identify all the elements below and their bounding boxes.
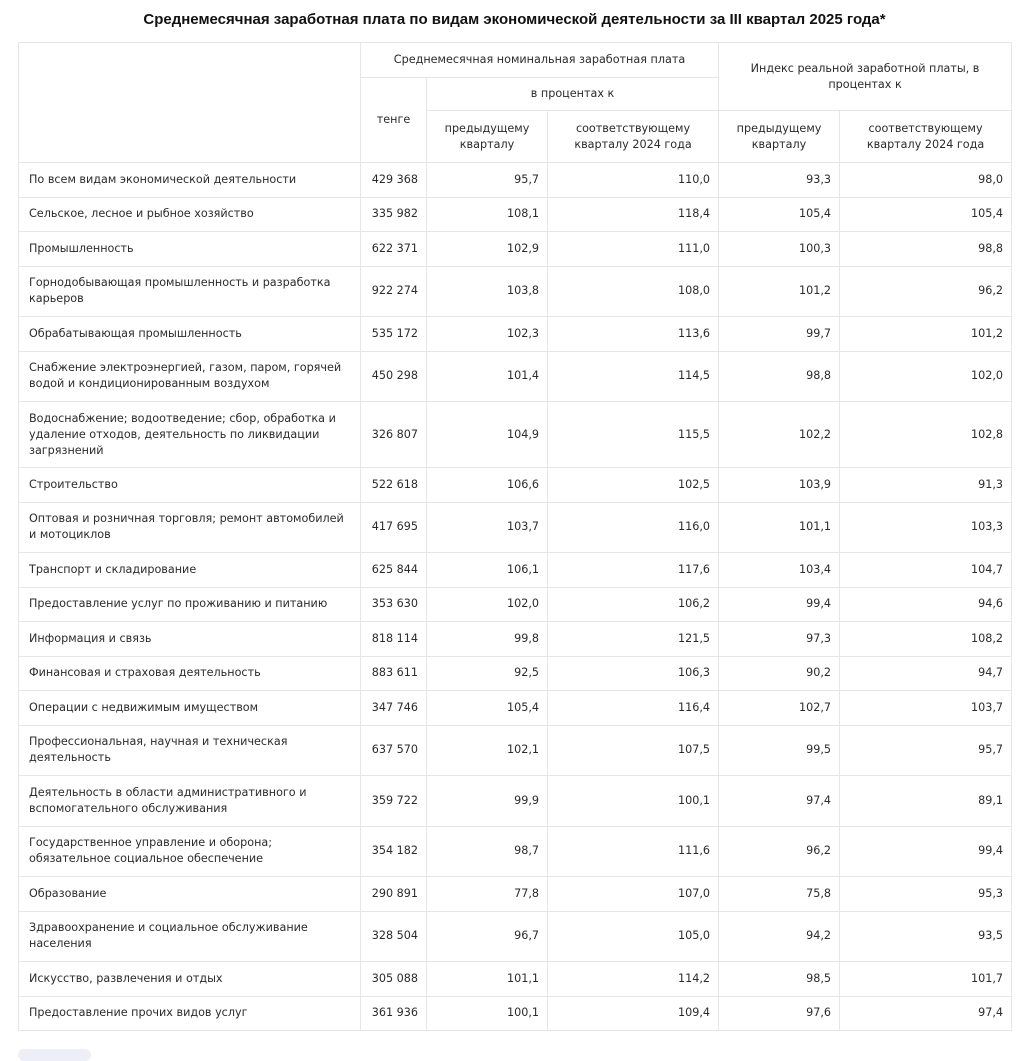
- cell-nominal-prev-quarter: 102,3: [427, 317, 548, 352]
- cell-real-same-quarter: 108,2: [840, 622, 1012, 657]
- cell-real-prev-quarter: 103,9: [719, 468, 840, 503]
- cell-real-prev-quarter: 99,5: [719, 725, 840, 776]
- cell-nominal-prev-quarter: 100,1: [427, 996, 548, 1031]
- cell-tenge: 353 630: [361, 587, 427, 622]
- cell-nominal-prev-quarter: 106,6: [427, 468, 548, 503]
- cell-nominal-same-quarter: 100,1: [548, 776, 719, 827]
- cell-real-same-quarter: 94,6: [840, 587, 1012, 622]
- table-row: [19, 402, 1012, 468]
- cell-nominal-same-quarter: 121,5: [548, 622, 719, 657]
- table-row: [19, 826, 1012, 877]
- cell-activity-name: Деятельность в области административного и вспомогательного обслуживания: [19, 776, 361, 827]
- cell-nominal-same-quarter: 116,4: [548, 691, 719, 726]
- cell-activity-name: Строительство: [19, 468, 361, 503]
- cell-real-same-quarter: 98,8: [840, 232, 1012, 267]
- table-row: [19, 776, 1012, 827]
- cell-real-prev-quarter: 96,2: [719, 826, 840, 877]
- cell-real-same-quarter: 102,8: [840, 402, 1012, 468]
- cell-activity-name: Образование: [19, 877, 361, 912]
- table-row: [19, 317, 1012, 352]
- cell-nominal-prev-quarter: 103,8: [427, 266, 548, 317]
- cell-activity-name: Операции с недвижимым имуществом: [19, 691, 361, 726]
- cell-nominal-prev-quarter: 105,4: [427, 691, 548, 726]
- cell-activity-name: Транспорт и складирование: [19, 553, 361, 588]
- cell-nominal-same-quarter: 118,4: [548, 197, 719, 232]
- cell-nominal-prev-quarter: 96,7: [427, 911, 548, 962]
- salary-table: [18, 42, 1012, 1031]
- cell-activity-name: Предоставление услуг по проживанию и питанию: [19, 587, 361, 622]
- cell-activity-name: Горнодобывающая промышленность и разработка карьеров: [19, 266, 361, 317]
- cell-tenge: 922 274: [361, 266, 427, 317]
- cell-tenge: 429 368: [361, 163, 427, 198]
- table-row: [19, 691, 1012, 726]
- header-percent-group: в процентах к: [427, 78, 719, 111]
- cell-nominal-same-quarter: 117,6: [548, 553, 719, 588]
- cell-nominal-prev-quarter: 103,7: [427, 502, 548, 553]
- cell-nominal-prev-quarter: 95,7: [427, 163, 548, 198]
- cell-tenge: 354 182: [361, 826, 427, 877]
- table-row: [19, 725, 1012, 776]
- table-row: [19, 197, 1012, 232]
- cell-real-same-quarter: 103,7: [840, 691, 1012, 726]
- cell-tenge: 361 936: [361, 996, 427, 1031]
- cell-nominal-prev-quarter: 77,8: [427, 877, 548, 912]
- cell-real-same-quarter: 99,4: [840, 826, 1012, 877]
- cell-nominal-prev-quarter: 101,1: [427, 962, 548, 997]
- cell-activity-name: Здравоохранение и социальное обслуживание населения: [19, 911, 361, 962]
- page-title: Среднемесячная заработная плата по видам экономической деятельности за III квартал 2025 года*: [143, 11, 886, 28]
- cell-tenge: 522 618: [361, 468, 427, 503]
- cell-nominal-same-quarter: 106,2: [548, 587, 719, 622]
- cell-nominal-same-quarter: 107,5: [548, 725, 719, 776]
- cell-tenge: 326 807: [361, 402, 427, 468]
- cell-tenge: 290 891: [361, 877, 427, 912]
- cell-activity-name: Государственное управление и оборона; обязательное социальное обеспечение: [19, 826, 361, 877]
- cell-tenge: 359 722: [361, 776, 427, 827]
- cell-real-same-quarter: 105,4: [840, 197, 1012, 232]
- cell-real-prev-quarter: 103,4: [719, 553, 840, 588]
- cell-real-same-quarter: 95,7: [840, 725, 1012, 776]
- cell-tenge: 637 570: [361, 725, 427, 776]
- cell-nominal-same-quarter: 110,0: [548, 163, 719, 198]
- cell-real-same-quarter: 94,7: [840, 656, 1012, 691]
- header-real-prev-quarter: предыдущему кварталу: [719, 111, 840, 163]
- header-real-same-quarter: соответствующему кварталу 2024 года: [840, 111, 1012, 163]
- cell-tenge: 883 611: [361, 656, 427, 691]
- cell-real-same-quarter: 95,3: [840, 877, 1012, 912]
- header-nominal-same-quarter: соответствующему кварталу 2024 года: [548, 111, 719, 163]
- cell-real-prev-quarter: 99,4: [719, 587, 840, 622]
- cell-real-same-quarter: 97,4: [840, 996, 1012, 1031]
- cell-tenge: 328 504: [361, 911, 427, 962]
- cell-activity-name: Сельское, лесное и рыбное хозяйство: [19, 197, 361, 232]
- cell-tenge: 347 746: [361, 691, 427, 726]
- table-row: [19, 502, 1012, 553]
- cell-real-prev-quarter: 94,2: [719, 911, 840, 962]
- cell-real-prev-quarter: 93,3: [719, 163, 840, 198]
- cell-activity-name: Искусство, развлечения и отдых: [19, 962, 361, 997]
- cell-tenge: 450 298: [361, 351, 427, 402]
- cell-nominal-prev-quarter: 98,7: [427, 826, 548, 877]
- cell-nominal-same-quarter: 102,5: [548, 468, 719, 503]
- cell-real-prev-quarter: 97,3: [719, 622, 840, 657]
- cell-nominal-same-quarter: 114,5: [548, 351, 719, 402]
- cell-real-prev-quarter: 99,7: [719, 317, 840, 352]
- cell-activity-name: Обрабатывающая промышленность: [19, 317, 361, 352]
- table-row: [19, 996, 1012, 1031]
- cell-nominal-same-quarter: 115,5: [548, 402, 719, 468]
- cell-nominal-prev-quarter: 99,9: [427, 776, 548, 827]
- table-row: [19, 163, 1012, 198]
- cell-nominal-prev-quarter: 92,5: [427, 656, 548, 691]
- more-button[interactable]: [18, 1049, 91, 1061]
- cell-nominal-prev-quarter: 102,9: [427, 232, 548, 267]
- header-nominal-prev-quarter: предыдущему кварталу: [427, 111, 548, 163]
- table-row: [19, 587, 1012, 622]
- cell-activity-name: Водоснабжение; водоотведение; сбор, обработка и удаление отходов, деятельность по ликвидации загрязнений: [19, 402, 361, 468]
- cell-tenge: 535 172: [361, 317, 427, 352]
- cell-nominal-same-quarter: 111,0: [548, 232, 719, 267]
- cell-activity-name: По всем видам экономической деятельности: [19, 163, 361, 198]
- table-row: [19, 877, 1012, 912]
- cell-nominal-prev-quarter: 99,8: [427, 622, 548, 657]
- cell-real-prev-quarter: 105,4: [719, 197, 840, 232]
- cell-real-prev-quarter: 100,3: [719, 232, 840, 267]
- cell-activity-name: Информация и связь: [19, 622, 361, 657]
- cell-nominal-same-quarter: 116,0: [548, 502, 719, 553]
- cell-tenge: 305 088: [361, 962, 427, 997]
- cell-real-same-quarter: 96,2: [840, 266, 1012, 317]
- cell-real-same-quarter: 93,5: [840, 911, 1012, 962]
- cell-real-same-quarter: 101,2: [840, 317, 1012, 352]
- cell-real-prev-quarter: 102,7: [719, 691, 840, 726]
- cell-real-prev-quarter: 101,2: [719, 266, 840, 317]
- cell-nominal-prev-quarter: 102,1: [427, 725, 548, 776]
- cell-tenge: 818 114: [361, 622, 427, 657]
- cell-activity-name: Финансовая и страховая деятельность: [19, 656, 361, 691]
- cell-nominal-prev-quarter: 101,4: [427, 351, 548, 402]
- cell-activity-name: Оптовая и розничная торговля; ремонт автомобилей и мотоциклов: [19, 502, 361, 553]
- cell-nominal-same-quarter: 107,0: [548, 877, 719, 912]
- header-nominal-group: Среднемесячная номинальная заработная плата: [361, 43, 719, 78]
- table-row: [19, 351, 1012, 402]
- cell-nominal-same-quarter: 114,2: [548, 962, 719, 997]
- cell-real-same-quarter: 101,7: [840, 962, 1012, 997]
- cell-nominal-prev-quarter: 102,0: [427, 587, 548, 622]
- cell-real-prev-quarter: 97,6: [719, 996, 840, 1031]
- header-empty-cell: [19, 43, 361, 163]
- cell-nominal-same-quarter: 106,3: [548, 656, 719, 691]
- cell-activity-name: Снабжение электроэнергией, газом, паром, горячей водой и кондиционированным воздухом: [19, 351, 361, 402]
- table-row: [19, 266, 1012, 317]
- cell-tenge: 335 982: [361, 197, 427, 232]
- cell-nominal-same-quarter: 108,0: [548, 266, 719, 317]
- cell-nominal-same-quarter: 105,0: [548, 911, 719, 962]
- table-row: [19, 622, 1012, 657]
- cell-real-same-quarter: 102,0: [840, 351, 1012, 402]
- cell-nominal-prev-quarter: 108,1: [427, 197, 548, 232]
- cell-real-same-quarter: 104,7: [840, 553, 1012, 588]
- header-tenge: тенге: [361, 78, 427, 163]
- cell-real-same-quarter: 89,1: [840, 776, 1012, 827]
- table-row: [19, 553, 1012, 588]
- cell-real-same-quarter: 103,3: [840, 502, 1012, 553]
- cell-nominal-prev-quarter: 106,1: [427, 553, 548, 588]
- cell-tenge: 417 695: [361, 502, 427, 553]
- table-row: [19, 468, 1012, 503]
- cell-real-prev-quarter: 102,2: [719, 402, 840, 468]
- cell-real-prev-quarter: 75,8: [719, 877, 840, 912]
- cell-real-same-quarter: 91,3: [840, 468, 1012, 503]
- cell-real-prev-quarter: 98,5: [719, 962, 840, 997]
- cell-activity-name: Профессиональная, научная и техническая деятельность: [19, 725, 361, 776]
- cell-real-prev-quarter: 101,1: [719, 502, 840, 553]
- table-row: [19, 232, 1012, 267]
- cell-nominal-same-quarter: 113,6: [548, 317, 719, 352]
- cell-real-prev-quarter: 90,2: [719, 656, 840, 691]
- cell-tenge: 622 371: [361, 232, 427, 267]
- cell-nominal-prev-quarter: 104,9: [427, 402, 548, 468]
- cell-nominal-same-quarter: 109,4: [548, 996, 719, 1031]
- cell-real-prev-quarter: 97,4: [719, 776, 840, 827]
- cell-activity-name: Предоставление прочих видов услуг: [19, 996, 361, 1031]
- cell-activity-name: Промышленность: [19, 232, 361, 267]
- cell-real-same-quarter: 98,0: [840, 163, 1012, 198]
- table-row: [19, 962, 1012, 997]
- cell-real-prev-quarter: 98,8: [719, 351, 840, 402]
- table-row: [19, 656, 1012, 691]
- cell-tenge: 625 844: [361, 553, 427, 588]
- table-row: [19, 911, 1012, 962]
- cell-nominal-same-quarter: 111,6: [548, 826, 719, 877]
- header-real-index-group: Индекс реальной заработной платы, в процентах к: [719, 43, 1012, 111]
